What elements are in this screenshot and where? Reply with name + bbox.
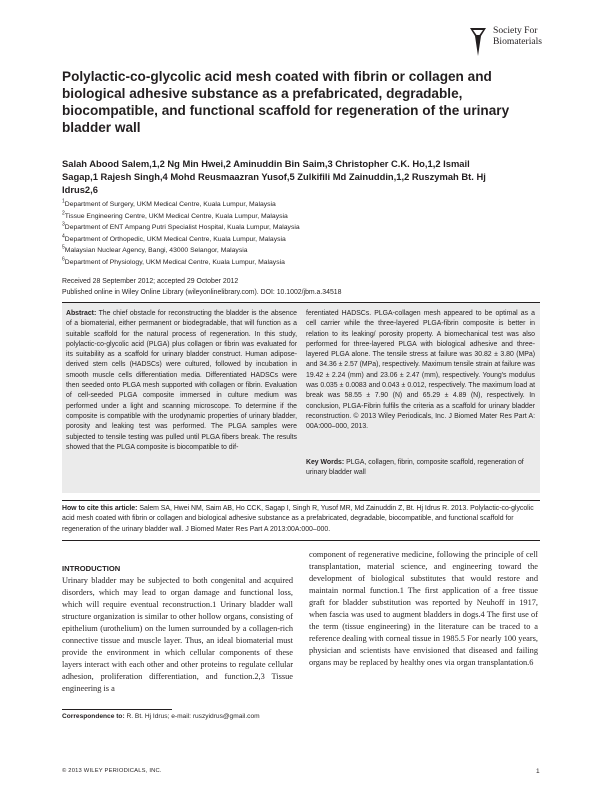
citation-block (62, 504, 540, 535)
received-date: Received 28 September 2012; accepted 29 October 2012 (62, 278, 239, 285)
page-number: 1 (536, 768, 540, 775)
society-logo-icon (467, 26, 489, 58)
correspondence-rule (62, 709, 172, 710)
article-title: Polylactic-co-glycolic acid mesh coated with fibrin or collagen and biological adhesive substance as a prefabricated, degradable, biocompatible, and functional scaffold for regeneration of the urinary bladder wall (62, 69, 510, 135)
logo-line-2: Biomaterials (493, 35, 543, 47)
abstract-label: Abstract: (66, 310, 97, 317)
affiliation-item (62, 211, 538, 223)
keywords (306, 458, 535, 479)
abstract-right-column: ferentiated HADSCs. PLGA-collagen mesh appeared to be optimal as a cell carrier while the three-layered PLGA-fibrin composite is better in relation to its leaking/ porosity property. A biomechanical test was also performed for three-layered PLGA with biological adhesive and three-layered PLGA alone. The tensile stress at failure was 30.82 ± 3.80 (MPa) and 34.36 ± 2.57 (MPa), respectively. Maximum tensile strain at failure was 19.42 ± 2.24 (mm) and 23.06 ± 2.47 (mm), respectively. Young's modulus was 0.035 ± 0.0083 and 0.043 ± 0.012, respectively. The maximum load at break was 58.55 ± 7.90 (N) and 65.29 ± 4.89 (N), respectively. In conclusion, PLGA-Fibrin fulfils the criteria as a scaffold for urinary bladder reconstruction. © 2013 Wiley Periodicals, Inc. J Biomed Mater Res Part A: 00A:000–000, 2013. (306, 310, 535, 431)
affiliation-text: Department of Surgery, UKM Medical Centre, Kuala Lumpur, Malaysia (64, 201, 276, 208)
intro-left-column: Urinary bladder may be subjected to both congenital and acquired disorders, which may lead to organ damage and functional loss, which will require eventual reconstruction.1 Urinary bladder wall structure organization is similar to other hollow organs, consisting of epithelium (urothelium) on the lumen surrounded by a collagen-rich connective tissue and muscle layer. Thus, an ideal biomaterial must provide the environment in which cellular components of these layers interact with each other and other proteins to regulate cellular adhesion, proliferation differentiation, and function.2,3 Tissue engineering is a (62, 576, 293, 693)
keywords-label: Key Words: (306, 459, 345, 466)
affiliation-text: Tissue Engineering Centre, UKM Medical Centre, Kuala Lumpur, Malaysia (64, 212, 288, 220)
affiliation-text: Department of ENT Ampang Putri Specialist Hospital, Kuala Lumpur, Malaysia (64, 224, 300, 232)
footer-copyright: © 2013 WILEY PERIODICALS, INC. (62, 768, 162, 774)
introduction-heading: INTRODUCTION (62, 564, 121, 573)
affiliation-item (62, 199, 538, 211)
society-logo-text (493, 26, 542, 47)
affiliation-number: 1 (62, 198, 65, 205)
affiliation-number: 4 (62, 233, 65, 240)
logo-line-1: Society For (493, 25, 538, 36)
affiliation-text: Department of Orthopedic, UKM Medical Centre, Kuala Lumpur, Malaysia (64, 235, 286, 243)
affiliation-text: Malaysian Nuclear Agency, Bangi, 43000 Selangor, Malaysia (64, 247, 248, 255)
correspondence (62, 713, 260, 720)
affiliation-number: 5 (62, 245, 65, 252)
affiliation-number: 2 (62, 210, 65, 217)
citation-top-rule (62, 500, 540, 501)
correspondence-email: R. Bt. Hj Idrus; e-mail: ruszyidrus@gmail.com (126, 713, 260, 720)
affiliation-number: 3 (62, 221, 65, 228)
author-list: Salah Abood Salem,1,2 Ng Min Hwei,2 Aminuddin Bin Saim,3 Christopher C.K. Ho,1,2 Ismail Sagap,1 Rajesh Singh,4 Mohd Reusmaazran Yusof,5 Zulkifili Md Zainuddin,1,2 Ruszymah Bt. Hj Idrus2,6 (62, 158, 486, 196)
affiliation-item (62, 234, 538, 246)
affiliation-item (62, 222, 538, 234)
affiliation-list (62, 199, 538, 269)
publication-dates (62, 277, 341, 298)
citation-label: How to cite this article: (62, 505, 138, 512)
abstract-left-text: The chief obstacle for reconstructing the bladder is the absence of a biomaterial, either permanent or biodegradable, that will function as a suitable scaffold for the natural process of regeneration. In this study, polylactic-co-glycolic acid (PLGA) plus collagen or fibrin was evaluated for its suitability as a scaffold for urinary bladder construct. Human adipose-derived stem cells (HADSCs) were cultured, followed by incubation in smooth muscle cells differentiation media. Differentiated HADSCs were then seeded onto PLGA mesh supported with collagen or fibrin. Evaluation of cell-seeded PLGA composite immersed in culture medium was performed under a light and scanning microscope. To determine if the composite is compatible with the urodynamic properties of urinary bladder, porosity and leaking test was performed. The PLGA samples were subjected to tensile testing was pulled until PLGA fibers break. The results showed that the PLGA composite is biocompatible to dif- (66, 310, 297, 451)
keywords-text: PLGA, collagen, fibrin, composite scaffold, regeneration of urinary bladder wall (306, 459, 524, 477)
affiliation-item (62, 245, 538, 257)
affiliation-number: 6 (62, 256, 65, 263)
affiliation-item (62, 257, 538, 269)
citation-bottom-rule (62, 540, 540, 541)
correspondence-label: Correspondence to: (62, 713, 125, 720)
abstract-left-column (66, 309, 297, 453)
citation-text: Salem SA, Hwei NM, Saim AB, Ho CCK, Sagap I, Singh R, Yusof MR, Md Zainuddin Z, Bt. Hj Idrus R. 2013. Polylactic-co-glycolic acid mesh coated with fibrin or collagen and biological adhesive substance as a prefabricated, degradable, biocompatible, and functional scaffold for regeneration of the urinary bladder wall. J Biomed Mater Res Part A 2013:00A:000–000. (62, 505, 534, 533)
intro-right-column: component of regenerative medicine, following the principle of cell transplantation, material science, and engineering toward the development of biological substitutes that would restore and maintain normal function.1 The first application of a free tissue graft for bladder substitution was reported by Neuhoff in 1917, when fascia was used to augment bladders in dogs.4 The first use of the term (tissue engineering) in the literature can be traced to a reference dealing with corneal tissue in 1985.5 For nearly 100 years, physician and scientists have envisioned that diseased and failing organs may be replaced by healthy ones via organ transplantation.6 (309, 550, 538, 667)
affiliation-text: Department of Physiology, UKM Medical Centre, Kuala Lumpur, Malaysia (64, 258, 285, 266)
published-online: Published online in Wiley Online Library (wileyonlinelibrary.com). DOI: 10.1002/jbm.a.34518 (62, 288, 342, 296)
